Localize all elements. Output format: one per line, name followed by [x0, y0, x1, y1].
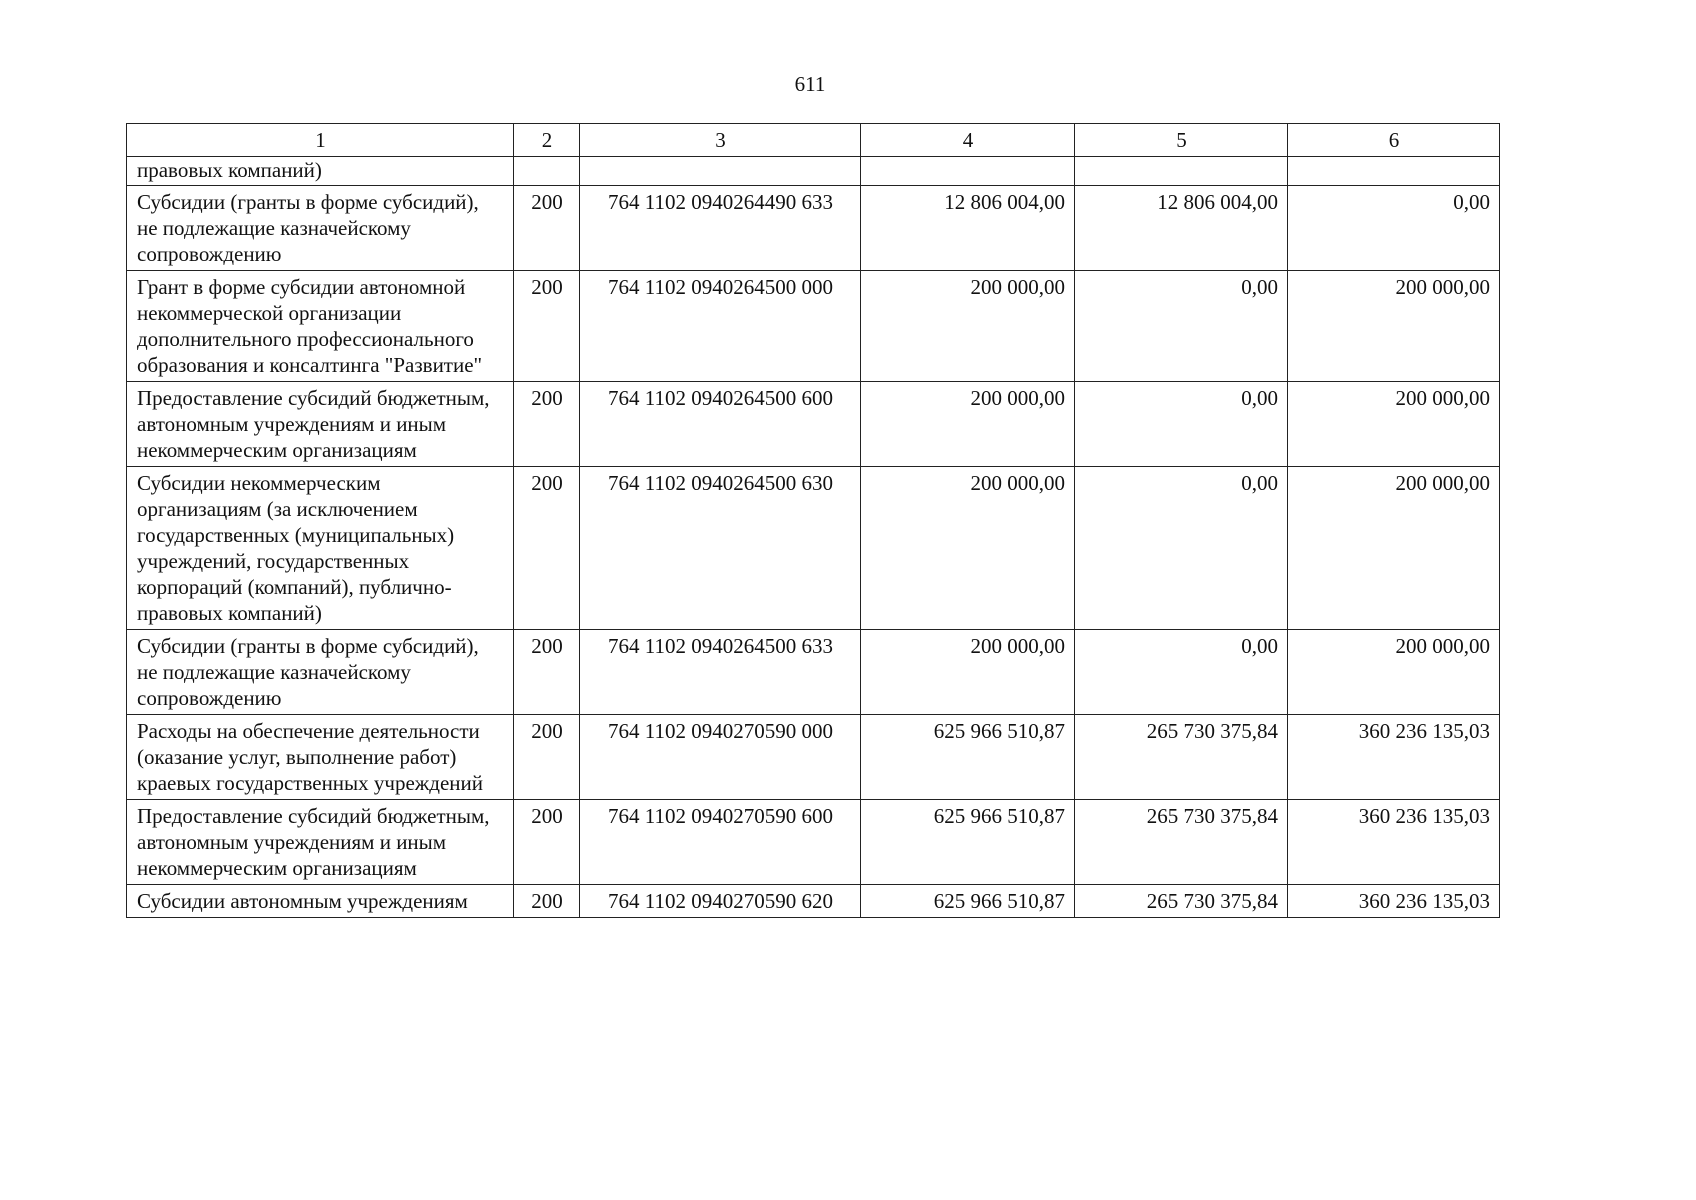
row-value-4: 200 000,00: [861, 382, 1075, 467]
row-name: Субсидии некоммерческим организациям (за исключением государственных (муниципальных) учреждений, государственных корпораций (компаний), публично-правовых компаний): [127, 467, 514, 630]
row-code: 200: [514, 271, 580, 382]
row-kbk: 764 1102 0940270590 000: [580, 715, 861, 800]
row-kbk: [580, 157, 861, 186]
table-row: [127, 157, 1500, 186]
table-row: [127, 467, 1500, 630]
row-value-6: 360 236 135,03: [1288, 800, 1500, 885]
row-value-4: 625 966 510,87: [861, 885, 1075, 918]
row-value-5: 0,00: [1075, 630, 1288, 715]
row-value-5: 12 806 004,00: [1075, 186, 1288, 271]
table-row: [127, 271, 1500, 382]
row-value-6: 360 236 135,03: [1288, 715, 1500, 800]
column-header: 6: [1288, 124, 1500, 157]
row-code: 200: [514, 630, 580, 715]
row-kbk: 764 1102 0940270590 600: [580, 800, 861, 885]
row-value-6: [1288, 157, 1500, 186]
row-name: Субсидии (гранты в форме субсидий), не подлежащие казначейскому сопровождению: [127, 186, 514, 271]
row-value-6: 0,00: [1288, 186, 1500, 271]
row-value-4: 12 806 004,00: [861, 186, 1075, 271]
row-value-5: 265 730 375,84: [1075, 800, 1288, 885]
row-kbk: 764 1102 0940270590 620: [580, 885, 861, 918]
table-row: [127, 382, 1500, 467]
row-value-6: 200 000,00: [1288, 382, 1500, 467]
column-header: 3: [580, 124, 861, 157]
table-row: [127, 715, 1500, 800]
table-row: [127, 630, 1500, 715]
table-row: [127, 186, 1500, 271]
row-code: [514, 157, 580, 186]
column-header: 1: [127, 124, 514, 157]
row-value-4: [861, 157, 1075, 186]
row-name: Расходы на обеспечение деятельности (оказание услуг, выполнение работ) краевых государственных учреждений: [127, 715, 514, 800]
column-header: 5: [1075, 124, 1288, 157]
row-value-4: 200 000,00: [861, 630, 1075, 715]
row-code: 200: [514, 467, 580, 630]
row-name: правовых компаний): [127, 157, 514, 186]
row-value-5: 265 730 375,84: [1075, 885, 1288, 918]
row-value-6: 360 236 135,03: [1288, 885, 1500, 918]
row-value-6: 200 000,00: [1288, 630, 1500, 715]
table-row: [127, 885, 1500, 918]
row-name: Субсидии (гранты в форме субсидий), не подлежащие казначейскому сопровождению: [127, 630, 514, 715]
row-code: 200: [514, 885, 580, 918]
row-name: Предоставление субсидий бюджетным, автономным учреждениям и иным некоммерческим организациям: [127, 382, 514, 467]
budget-table: [126, 123, 1500, 918]
row-code: 200: [514, 186, 580, 271]
row-value-5: 0,00: [1075, 382, 1288, 467]
column-header: 4: [861, 124, 1075, 157]
page-number: 611: [794, 72, 826, 96]
row-value-6: 200 000,00: [1288, 271, 1500, 382]
row-kbk: 764 1102 0940264490 633: [580, 186, 861, 271]
header-row: [127, 124, 1500, 157]
row-name: Грант в форме субсидии автономной некоммерческой организации дополнительного профессионального образования и консалтинга "Развитие": [127, 271, 514, 382]
row-kbk: 764 1102 0940264500 633: [580, 630, 861, 715]
row-value-5: 265 730 375,84: [1075, 715, 1288, 800]
row-code: 200: [514, 382, 580, 467]
row-value-5: [1075, 157, 1288, 186]
row-value-4: 625 966 510,87: [861, 715, 1075, 800]
row-name: Субсидии автономным учреждениям: [127, 885, 514, 918]
column-header: 2: [514, 124, 580, 157]
row-kbk: 764 1102 0940264500 630: [580, 467, 861, 630]
row-value-5: 0,00: [1075, 467, 1288, 630]
row-kbk: 764 1102 0940264500 600: [580, 382, 861, 467]
row-value-4: 200 000,00: [861, 271, 1075, 382]
row-value-5: 0,00: [1075, 271, 1288, 382]
row-value-4: 625 966 510,87: [861, 800, 1075, 885]
row-value-6: 200 000,00: [1288, 467, 1500, 630]
row-code: 200: [514, 715, 580, 800]
row-name: Предоставление субсидий бюджетным, автономным учреждениям и иным некоммерческим организациям: [127, 800, 514, 885]
row-code: 200: [514, 800, 580, 885]
row-kbk: 764 1102 0940264500 000: [580, 271, 861, 382]
table-row: [127, 800, 1500, 885]
row-value-4: 200 000,00: [861, 467, 1075, 630]
